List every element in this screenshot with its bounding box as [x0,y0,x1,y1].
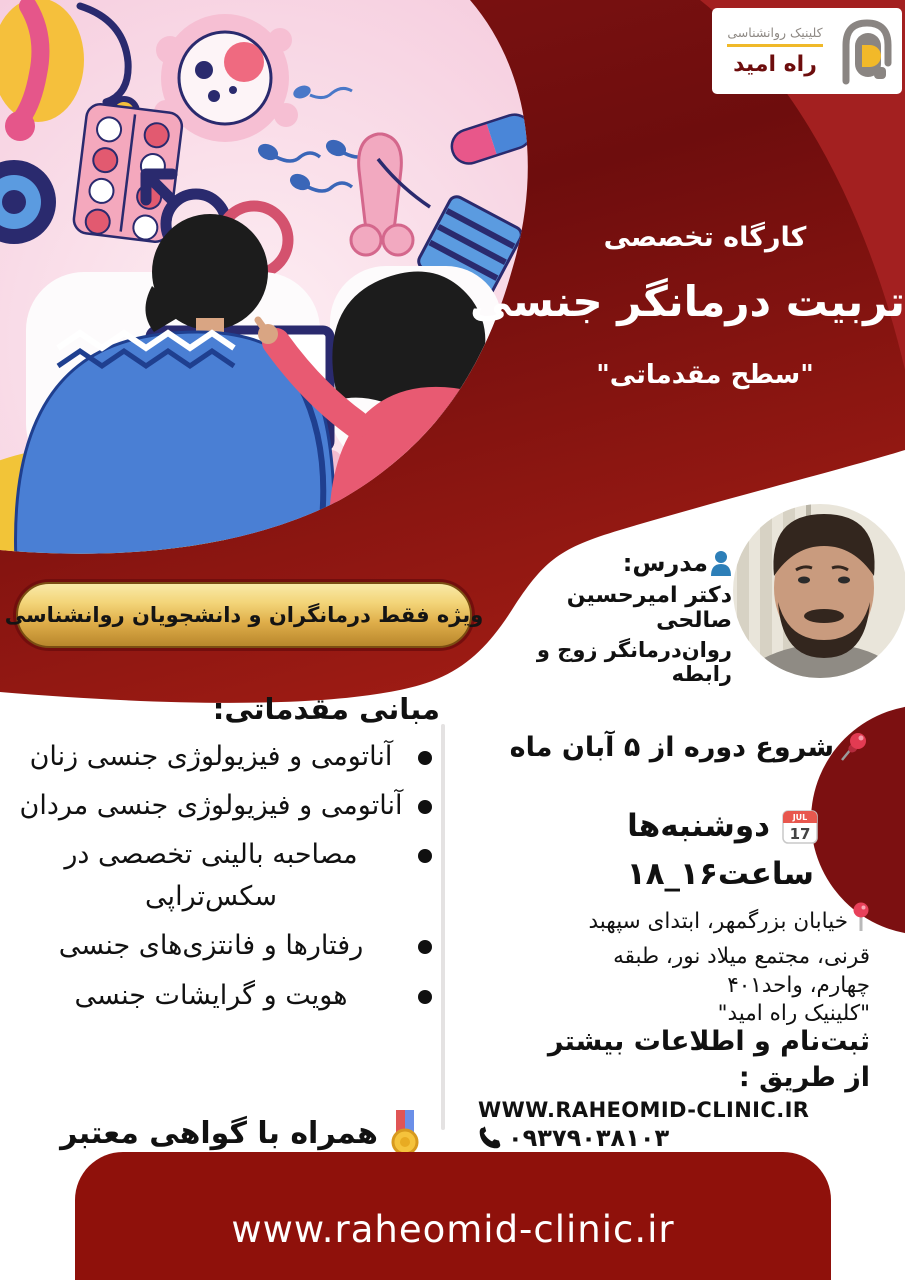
instructor-role: روان‌درمانگر زوج و رابطه [536,638,732,686]
syllabus-heading: مبانی مقدماتی: [212,692,440,726]
syllabus-item: رفتارها و فانتزی‌های جنسی [16,925,440,967]
phone-icon [478,1126,502,1150]
clinic-name-label: راه امید [733,52,817,77]
address-line: قرنی، مجتمع میلاد نور، طبقه [613,943,870,969]
registration-heading [478,1024,870,1096]
certificate-note [40,1110,440,1156]
certificate-label: همراه با گواهی معتبر [60,1115,378,1151]
address-block [478,902,870,1029]
location-pin-icon [852,902,870,934]
time-label: ساعت۱۶_۱۸ [626,856,814,892]
time-line [478,856,870,892]
start-date-line [478,731,870,763]
workshop-kicker: کارگاه تخصصی [603,222,807,253]
workshop-title: تربیت درمانگر جنسی [470,277,905,326]
column-divider [441,724,445,1130]
syllabus-list [16,736,440,1017]
medal-icon [390,1110,420,1156]
audience-badge [4,582,484,648]
svg-text:17: 17 [789,825,811,843]
syllabus-item: هویت و گرایشات جنسی [16,975,440,1017]
syllabus-block [16,692,440,1024]
address-line: چهارم، واحد۴۰۱ [727,972,870,998]
phone-number[interactable]: ۰۹۳۷۹۰۳۸۱۰۳ [508,1124,670,1152]
workshop-level: "سطح مقدماتی" [596,360,814,390]
phone-line[interactable] [478,1124,870,1152]
person-icon [710,550,732,576]
clinic-logo-mark-icon [838,15,896,87]
address-line: "کلینیک راه امید" [717,1001,870,1027]
calendar-icon [780,806,820,846]
clinic-type-label: کلینیک روانشناسی [727,25,822,47]
weekday-label: دوشنبه‌ها [627,808,770,844]
clinic-logo [712,8,902,94]
svg-text:JUL: JUL [792,813,808,822]
footer-bar [75,1152,831,1280]
pushpin-icon [838,731,870,763]
instructor-photo [733,504,905,678]
clinic-logo-text [718,25,832,77]
syllabus-item: آناتومی و فیزیولوژی جنسی زنان [16,736,440,778]
audience-badge-label: ویژه فقط درمانگران و دانشجویان روانشناسی [4,603,484,627]
registration-line: از طریق : [738,1061,870,1093]
footer-url[interactable]: www.raheomid-clinic.ir [231,1208,675,1251]
syllabus-item: آناتومی و فیزیولوژی جنسی مردان [16,785,440,827]
instructor-block [500,549,732,686]
registration-website[interactable]: WWW.RAHEOMID-CLINIC.IR [478,1098,810,1122]
start-date-label: شروع دوره از ۵ آبان ماه [509,731,834,763]
hero-titles [470,222,905,390]
registration-line: ثبت‌نام و اطلاعات بیشتر [547,1026,870,1057]
weekday-line [478,806,870,846]
instructor-name: دکتر امیرحسین صالحی [566,583,732,633]
instructor-label: مدرس: [622,549,708,577]
address-line: خیابان بزرگمهر، ابتدای سپهبد [588,909,848,934]
syllabus-item: مصاحبه بالینی تخصصی در سکس‌تراپی [16,834,440,918]
